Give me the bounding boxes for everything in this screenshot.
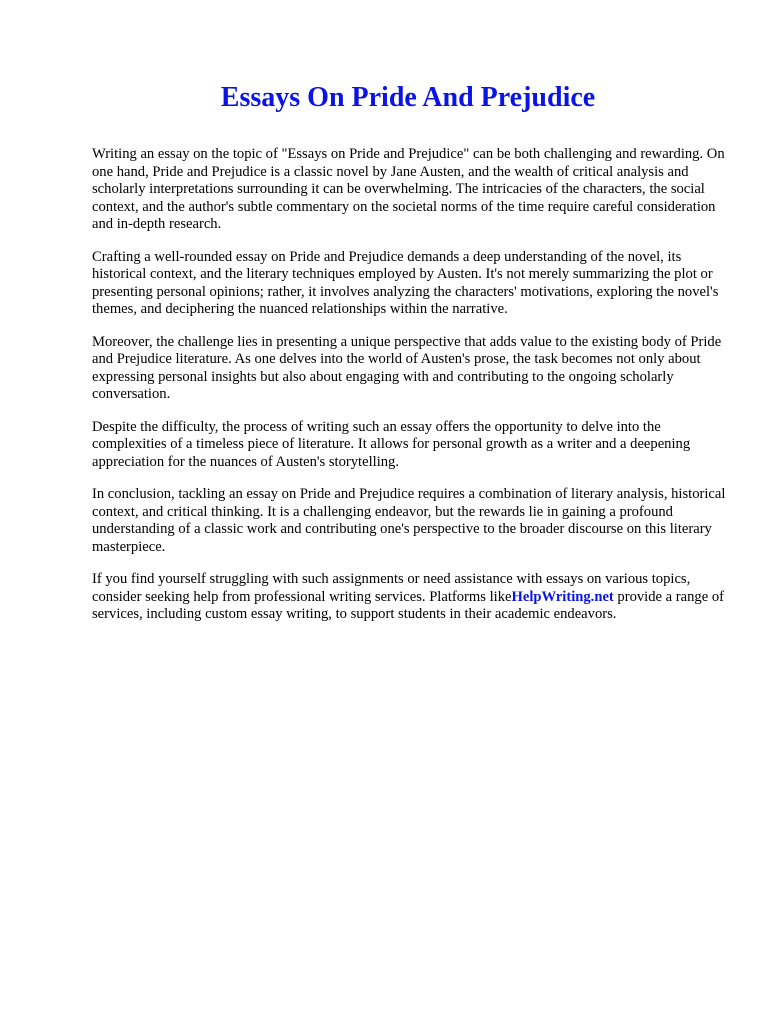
paragraph-1: Writing an essay on the topic of "Essays on Pride and Prejudice" can be both challenging and rewarding. On one hand, Pride and Prejudice is a classic novel by Jane Austen, and the wealth of critical analysis and scholarly interpretations surrounding it can be overwhelming. The intricacies of the characters, the social context, and the author's subtle commentary on the societal norms of the time require careful consideration and in-depth research.	[92, 146, 725, 232]
paragraph-2: Crafting a well-rounded essay on Pride and Prejudice demands a deep understanding of the novel, its historical context, and the literary techniques employed by Austen. It's not merely summarizing the plot or presenting personal opinions; rather, it involves analyzing the characters' motivations, exploring the novel's themes, and deciphering the nuanced relationships within the narrative.	[92, 248, 719, 317]
paragraph-4: Despite the difficulty, the process of writing such an essay offers the opportunity to delve into the complexities of a timeless piece of literature. It allows for personal growth as a writer and a deepening appreciation for the nuances of Austen's storytelling.	[92, 418, 691, 470]
paragraph-5: In conclusion, tackling an essay on Pride and Prejudice requires a combination of literary analysis, historical context, and critical thinking. It is a challenging endeavor, but the rewards lie in gaining a profound understanding of a classic work and contributing one's perspective to the broader discourse on this literary masterpiece.	[92, 486, 726, 555]
paragraph-6-text-after-link: provide a range of services, including custom essay writing, to support students in their academic endeavors.	[92, 588, 724, 622]
paragraph-6-text-before-link: If you find yourself struggling with such assignments or need assistance with essays on various topics, consider seeking help from professional writing services. Platforms like	[92, 571, 691, 605]
paragraph-3: Moreover, the challenge lies in presenting a unique perspective that adds value to the existing body of Pride and Prejudice literature. As one delves into the world of Austen's prose, the task becomes not only about expressing personal insights but also about engaging with and contributing to the ongoing scholarly conversation.	[92, 333, 722, 402]
page-title: Essays On Pride And Prejudice	[220, 82, 596, 113]
essay-body	[92, 146, 732, 639]
paragraph-6	[92, 571, 732, 624]
helpwriting-link[interactable]: HelpWriting.net	[511, 588, 614, 605]
